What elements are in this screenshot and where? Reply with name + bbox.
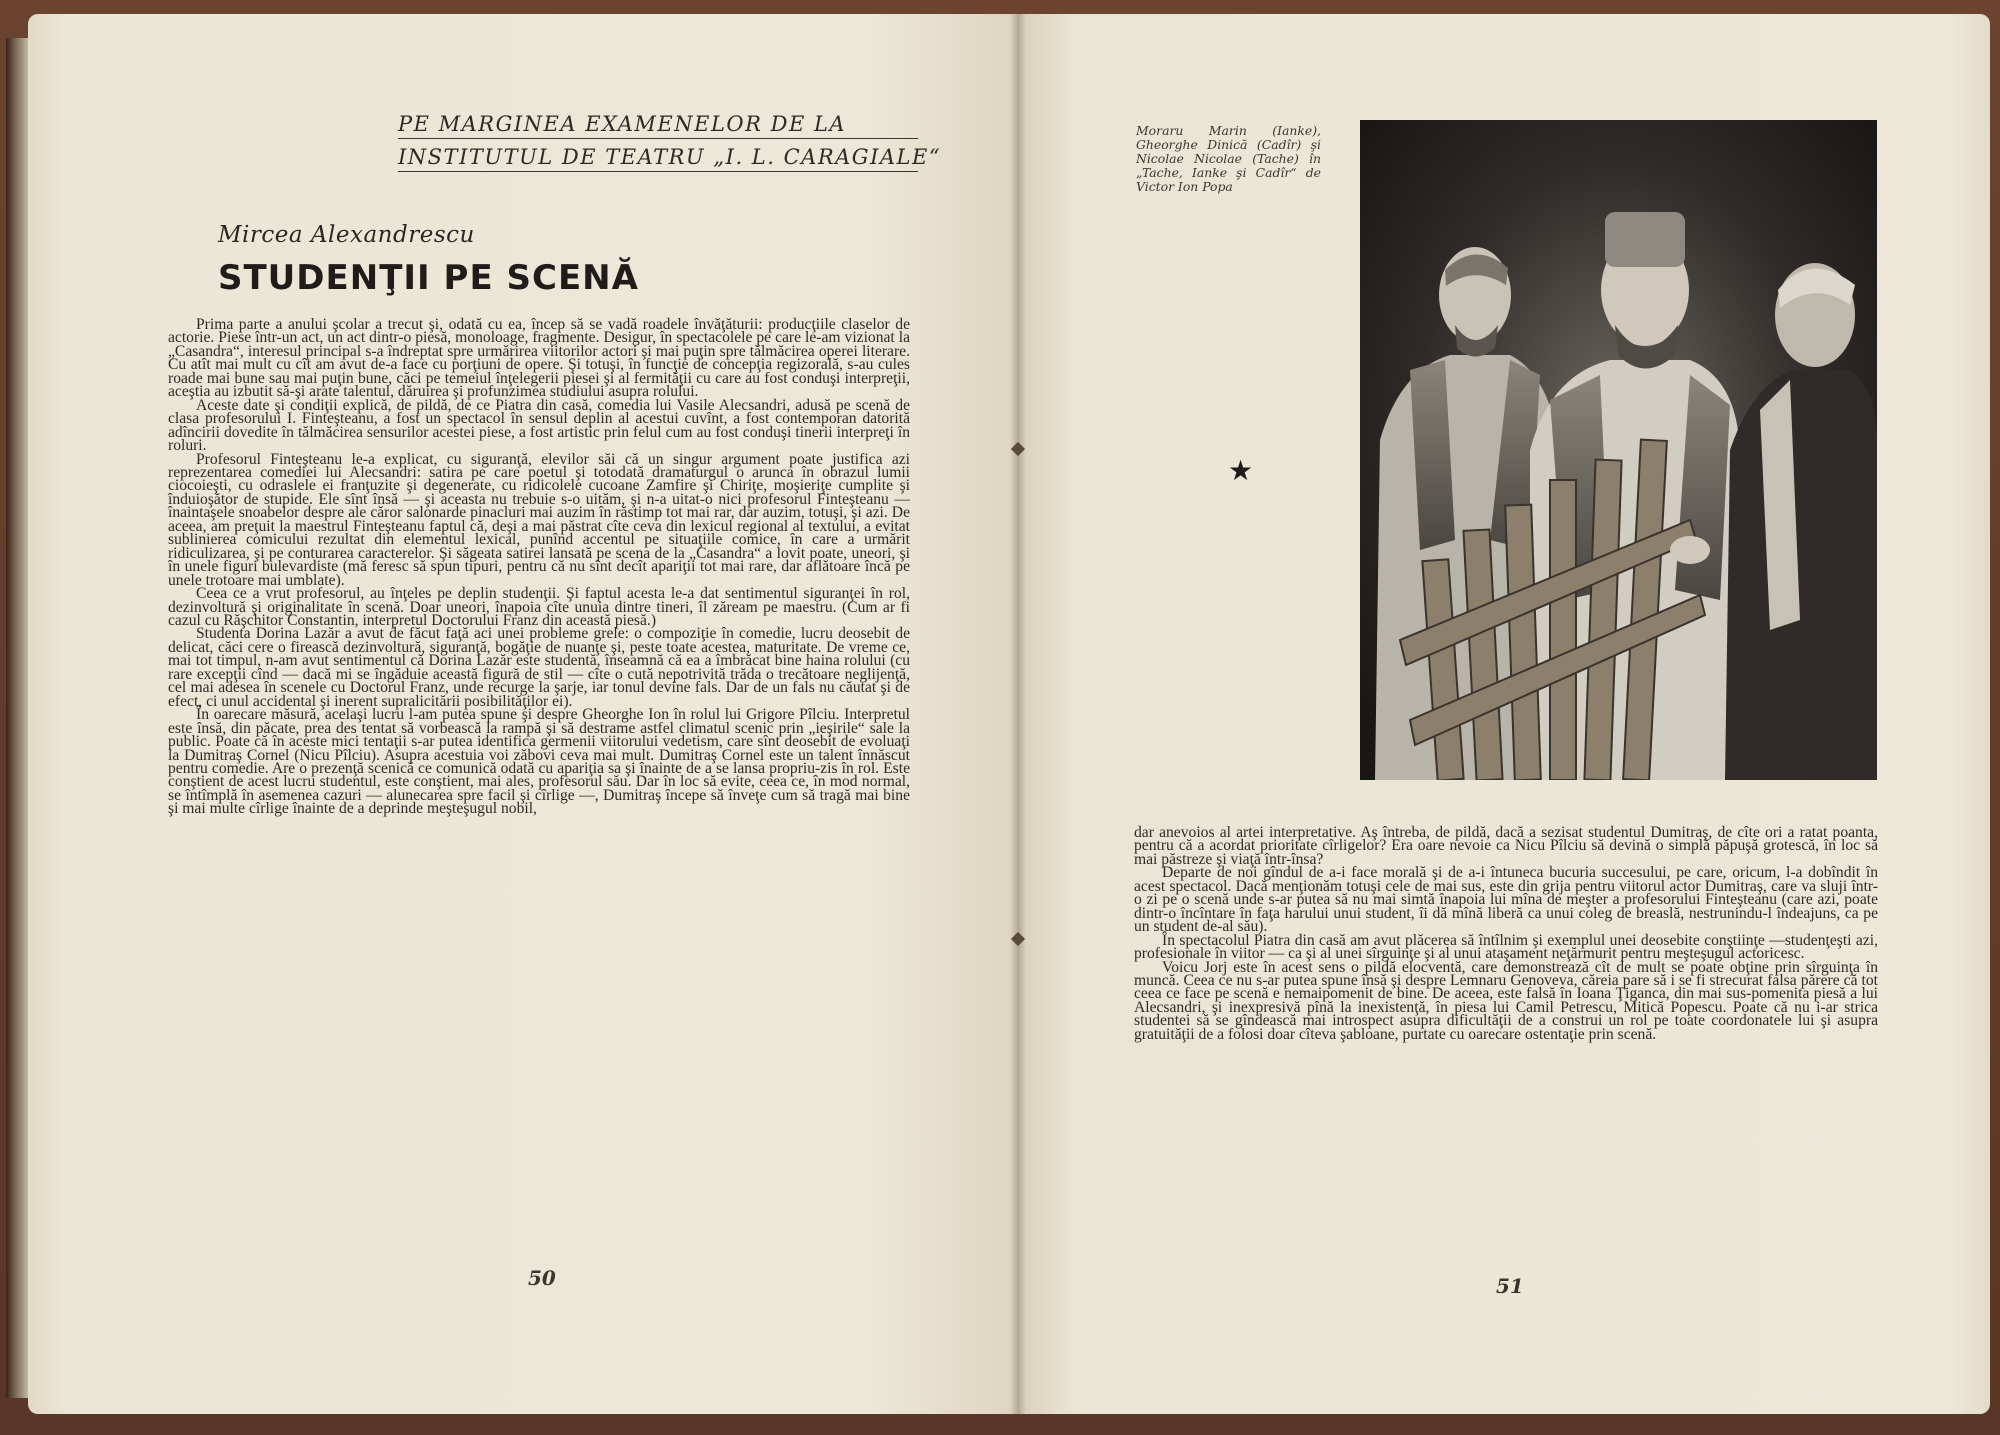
paragraph: Studenta Dorina Lazăr a avut de făcut faţă aci unei probleme grele: o compoziţie în comedie, lucru deosebit de delicat, căci cere o firească dezinvoltură, siguranţă, bogăţie de nuanţe şi, peste toate acestea, maturitate. De vreme ce, mai tot timpul, n-am avut sentimentul că Dorina Lazăr este studentă, înseamnă că ea a îmbrăcat bine haina rolului (cu rare excepţii cînd — dacă mi se îngăduie această figură de stil — cîte o cută nepotrivită trăda o trecătoare neglijenţă, cel mai adesea în scenele cu Doctorul Franz, unde recurge la şarje, iar tonul devine fals. Dar de un fals nu căutat şi de efect, ci unul accidental şi inerent supralicitării posibilităţilor ei).	[168, 625, 910, 710]
paragraph: În oarecare măsură, acelaşi lucru l-am putea spune şi despre Gheorghe Ion în rolul lui Grigore Pîlciu. Interpretul este însă, din păcate, prea des tentat să vorbească la rampă şi să destrame astfel climatul scenic prin „ieşirile“ sale la public. Poate că în aceste mici tentaţii s-ar putea identifica germenii viitorului vedetism, care sînt deosebit de evoluaţi la Dumitraş Cornel (Nicu Pîlciu). Asupra acestuia voi zăbovi ceva mai mult. Dumitraş Cornel este un talent înnăscut pentru comedie. Are o prezenţă scenică ce comunică odată cu apariţia sa şi înainte de a se lansa propriu-zis în rol. Este conştient de acest lucru studentul, este conştient, mai ales, profesorul său. Dar în loc să evite, ceea ce, în mod normal, se întîmplă în asemenea cazuri — alunecarea spre facil şi cîrlige —, Dumitraş începe să înveţe cum să tragă mai bine şi mai multe cîrlige înainte de a deprinde meşteşugul nobil,	[168, 706, 910, 818]
section-rubric	[398, 112, 942, 178]
paragraph: Profesorul Finteşteanu le-a explicat, cu siguranţă, elevilor săi că un singur argument poate justifica azi reprezentarea comediei lui Alecsandri: satira pe care poetul şi totodată dramaturgul o arunca în obrazul lumii ciocoieşti, cu odraslele ei franţuzite şi degenerate, cu ridicolele cucoane Zamfire şi Chiriţe, moşieriţe cumplite şi înduioşător de stupide. Ele sînt însă — şi aceasta nu trebuie s-o uităm, şi n-a uitat-o nici profesorul Finteşteanu — înaintaşele snoabelor despre ale căror salonarde pinacluri mai auzim în răstimp tot mai rar, dar auzim, totuşi, şi azi. De aceea, am preţuit la maestrul Finteşteanu faptul că, deşi a mai păstrat cîte ceva din lexicul regional al textului, a evitat sublinierea comicului rezultat din elementul lexical, punînd accentul pe situaţiile comice, în care a urmărit ridiculizarea, şi pe conturarea caracterelor. Şi săgeata satirei lansată pe scena de la „Casandra“ a lovit poate, uneori, şi în unele figuri bulevardiste (mă feresc să spun tipuri, pentru că nu sînt decît apariţii tot mai rare, dar aflătoare încă pe unele trotoare mai umblate).	[168, 450, 910, 589]
paragraph: În spectacolul Piatra din casă am avut plăcerea să întîlnim şi exemplul unei deosebite conştiinţe —studenţeşti azi, profesionale în viitor — ca şi al unei sîrguinţe şi al unui ataşament neţărmurit pentru meşteşugul actoricesc.	[1134, 931, 1878, 963]
right-column-text	[1134, 826, 1878, 1041]
page-number-right: 51	[1496, 1274, 1524, 1298]
page-number-left: 50	[528, 1266, 556, 1290]
star-icon: ★	[1228, 454, 1254, 487]
paragraph: dar anevoios al artei interpretative. Aş întreba, de pildă, dacă a sezisat studentul Dumitraş, de cîte ori a ratat poanta, pentru că a acordat prioritate cîrligelor? Era oare nevoie ca Nicu Pîlciu să devină o simplă păpuşă grotescă, în loc să mai păstreze şi viaţă într-însa?	[1134, 824, 1878, 868]
paragraph: Prima parte a anului şcolar a trecut şi, odată cu ea, încep să se vadă roadele învăţăturii: producţiile claselor de actorie. Piese într-un act, un act dintr-o piesă, monoloage, fragmente. Desigur, în spectacolele pe care le-am vizionat la „Casandra“, interesul principal s-a îndreptat spre urmărirea viitorilor actori şi mai puţin spre tălmăcirea operei literare. Cu atît mai mult cu cît am avut de-a face cu porţiuni de opere. Şi totuşi, în funcţie de concepţia regizorală, s-au cules roade mai bune sau mai puţin bune, căci pe temeiul înţelegerii piesei şi al fermităţii cu care au fost conduşi interpreţii, aceştia au izbutit să-şi arate talentul, dăruirea şi profunzimea studiului asupra rolului.	[168, 316, 910, 401]
paragraph: Departe de noi gîndul de a-i face morală şi de a-i întuneca bucuria succesului, pe care, oricum, l-a dobîndit în acest spectacol. Dacă menţionăm totuşi cele de mai sus, este din grija pentru viitorul actor Dumitraş, care va sluji într-o zi pe o scenă unde s-ar putea să nu mai simtă înapoia lui mîna de meşter a profesorului Finteşteanu (care azi, poate dintr-o încîntare în faţa harului unui student, îi dă mînă liberă ca unui coleg de breaslă, nestrunindu-l îndeajuns, ca pe un student de-al său).	[1134, 864, 1878, 936]
paragraph: Ceea ce a vrut profesorul, au înţeles pe deplin studenţii. Şi faptul acesta le-a dat sentimentul siguranţei în rol, dezinvoltură şi originalitate în scenă. Doar uneori, înapoia cîte unuia dintre tineri, îl zăream pe maestru. (Cum ar fi cazul cu Răşchitor Constantin, interpretul Doctorului Franz din această piesă.)	[168, 585, 910, 629]
stage-photo-illustration	[1360, 120, 1877, 780]
book-spread	[6, 14, 1996, 1414]
right-page	[1018, 14, 1990, 1414]
article-title: STUDENŢII PE SCENĂ	[218, 258, 639, 298]
page-edge	[6, 38, 30, 1398]
stage-photo	[1360, 120, 1877, 780]
paragraph: Voicu Jorj este în acest sens o pildă elocventă, care demonstrează cît de mult se poate obţine prin sîrguinţa în muncă. Ceea ce nu s-ar putea spune însă şi despre Lemnaru Genoveva, căreia pare să i se fi strecurat falsa părere că tot ceea ce face pe scenă e nemaipomenit de bine. De aceea, este falsă în Ioana Ţiganca, din mai sus-pomenita piesă a lui Alecsandri, şi inexpresivă pînă la inexistenţă, în piesa lui Camil Petrescu, Mitică Popescu. Poate că nu i-ar strica studentei să se gîndească mai introspect asupra dificultăţii de a construi un rol pe toate coordonatele lui şi asupra gratuităţii de a folosi doar cîteva şabloane, purtate cu oarecare ostentaţie prin scenă.	[1134, 958, 1878, 1043]
rubric-line-1: PE MARGINEA EXAMENELOR DE LA	[398, 112, 918, 139]
paragraph: Aceste date şi condiţii explică, de pildă, de ce Piatra din casă, comedia lui Vasile Alecsandri, adusă pe scenă de clasa profesorului I. Finteşteanu, a fost un spectacol în sensul deplin al acestui cuvînt, a fost contemporan datorită adîncirii dovedite în tălmăcirea sensurilor acestei piese, a fost artistic prin felul cum au fost conduşi tinerii interpreţi în roluri.	[168, 396, 910, 455]
left-column-text	[168, 318, 910, 816]
book-gutter	[1010, 14, 1026, 1414]
photo-caption: Moraru Marin (Ianke), Gheorghe Dinică (Cadîr) şi Nicolae Nicolae (Tache) în „Tache, Ianke şi Cadîr“ de Victor Ion Popa	[1136, 123, 1321, 194]
left-page	[28, 14, 1018, 1414]
article-author: Mircea Alexandrescu	[218, 222, 475, 248]
rubric-line-2: INSTITUTUL DE TEATRU „I. L. CARAGIALE“	[398, 145, 918, 172]
